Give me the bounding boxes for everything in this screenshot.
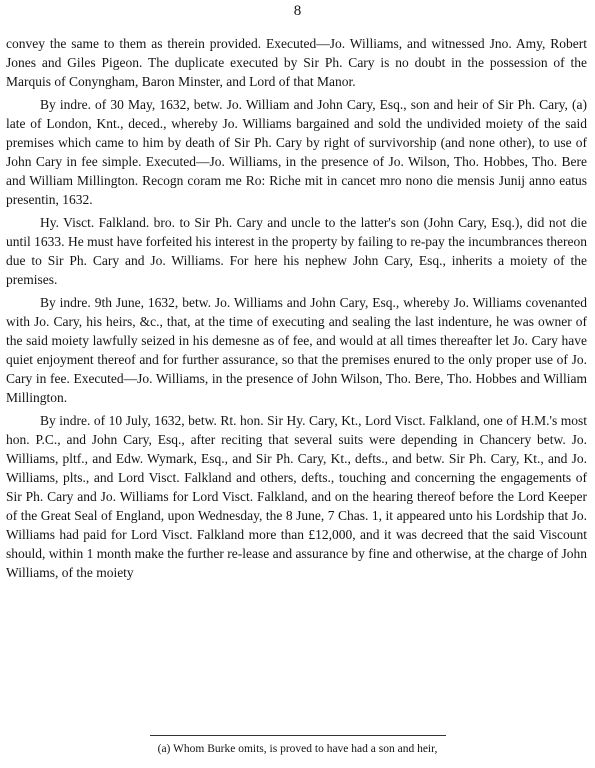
document-body — [6, 34, 587, 586]
paragraph-falkland: Hy. Visct. Falkland. bro. to Sir Ph. Cary and uncle to the latter's son (John Cary, Esq.), did not die until 1633. He must have forfeited his interest in the property by failing to re-pay the incumbrances thereon due to Sir Ph. Cary and Jo. Williams. For here his nephew John Cary, Esq., inherits a moiety of the premises. — [6, 215, 587, 287]
page-number: 8 — [293, 3, 302, 19]
footnote-divider — [150, 735, 446, 736]
paragraph-indenture-30-may: By indre. of 30 May, 1632, betw. Jo. William and John Cary, Esq., son and heir of Sir Ph. Cary, (a) late of London, Knt., deced., whereby Jo. Williams bargained and sold the undivided moiety of the said premises which came to him by death of Sir Ph. Cary by right of survivorship (and none other), to use of John Cary in fee simple. Executed—Jo. Williams, in the presence of Jo. Wilson, Tho. Hobbes, Tho. Bere and William Millington. Recogn coram me Ro: Riche mit in cancet mro nono die mensis Junij anno eatus presentin, 1632. — [6, 97, 587, 207]
paragraph-indenture-10-july: By indre. of 10 July, 1632, betw. Rt. hon. Sir Hy. Cary, Kt., Lord Visct. Falkland, one of H.M.'s most hon. P.C., and John Cary, Esq., after reciting that several suits were depending in Chancery betw. Jo. Williams, pltf., and Edw. Wymark, Esq., and Sir Ph. Cary, Kt., defts., and betw. Sir Ph. Cary, Kt., and Jo. Williams, plts., and Lord Visct. Falkland and others, defts., touching and concerning the engagements of Sir Ph. Cary and Jo. Williams for Lord Visct. Falkland, and on the hearing thereof before the Lord Keeper of the Great Seal of England, upon Wednesday, the 8 June, 7 Chas. 1, it appeared unto his Lordship that Jo. Williams had paid for Lord Visct. Falkland more than £12,000, and it was decreed that the said Viscount should, within 1 month make the further re-lease and assurance by fine and otherwise, at the charge of John Williams, of the moiety — [6, 413, 587, 580]
footnote: (a) Whom Burke omits, is proved to have had a son and heir, — [157, 743, 438, 755]
paragraph-continued: convey the same to them as therein provided. Executed—Jo. Williams, and witnessed Jno. Amy, Robert Jones and Giles Pigeon. The duplicate executed by Sir Ph. Cary is no doubt in the possession of the Marquis of Conyngham, Baron Minster, and Lord of that Manor. — [6, 36, 587, 89]
paragraph-indenture-9-june: By indre. 9th June, 1632, betw. Jo. Williams and John Cary, Esq., whereby Jo. Williams covenanted with Jo. Cary, his heirs, &c., that, at the time of executing and sealing the last indenture, he was owner of the said moiety lawfully seized in his demesne as of fee, and would at all times thereafter let Jo. Cary have quiet enjoyment thereof and for further assurance, so that the premises enured to the only proper use of Jo. Cary in fee. Executed—Jo. Williams, in the presence of John Wilson, Tho. Bere, Tho. Hobbes and William Millington. — [6, 295, 587, 405]
